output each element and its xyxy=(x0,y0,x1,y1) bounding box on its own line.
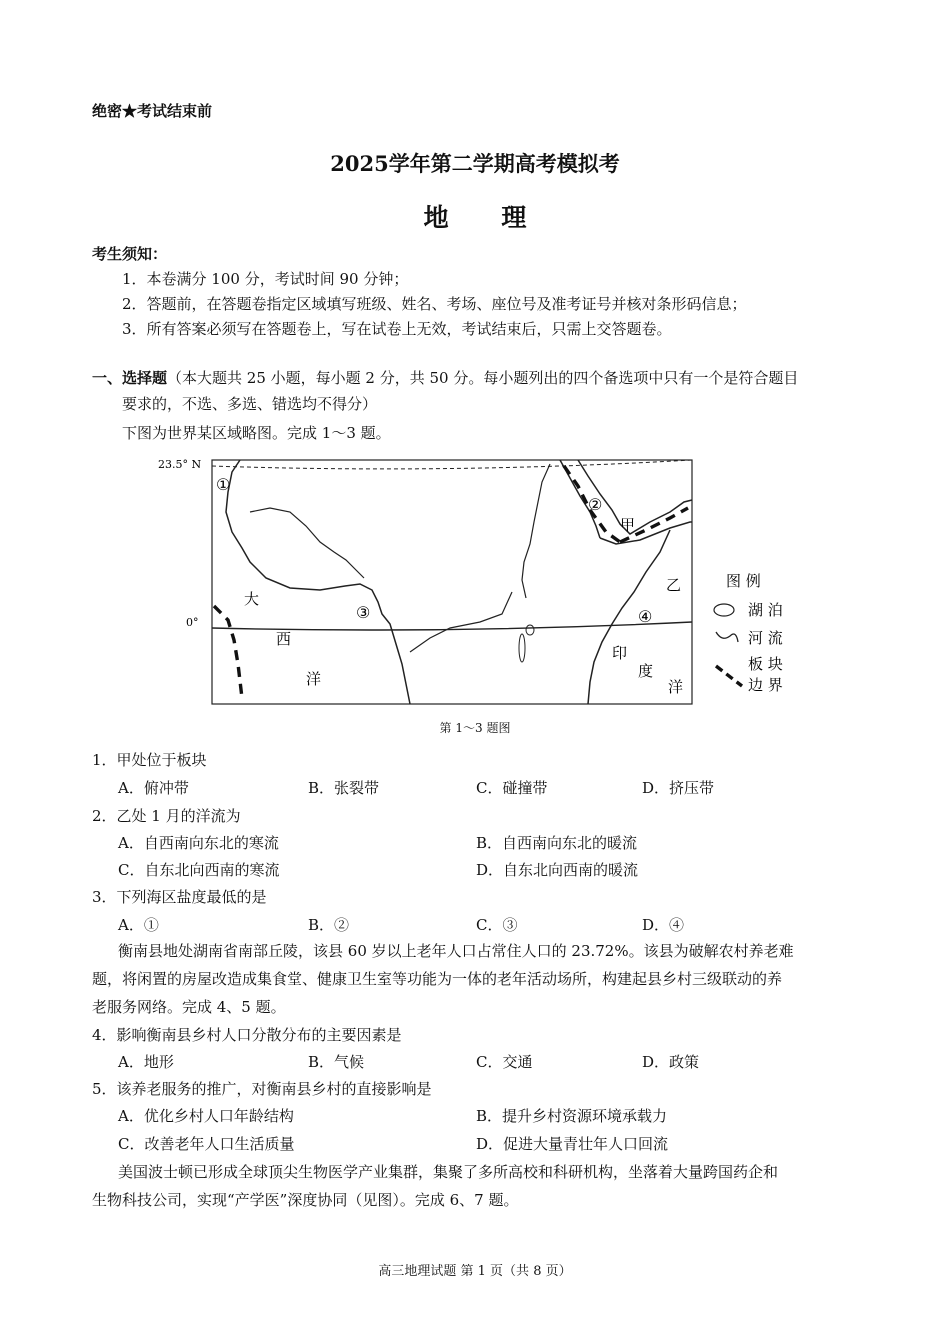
label-yang-atlantic: 洋 xyxy=(306,670,322,688)
passage3-line-1: 美国波士顿已形成全球顶尖生物医学产业集群，集聚了多所高校和科研机构，坐落着大量跨国药企和 xyxy=(118,1163,779,1181)
notice-item-1: 1．本卷满分 100 分，考试时间 90 分钟； xyxy=(122,270,409,288)
q3-option-d: D．④ xyxy=(642,916,685,934)
legend-lake: 湖 泊 xyxy=(748,601,783,619)
lat-equator-label: 0° xyxy=(186,616,199,629)
map-caption: 第 1～3 题图 xyxy=(439,721,511,735)
boundary-legend-icon xyxy=(716,666,742,686)
legend-boundary-2: 边 界 xyxy=(748,676,783,694)
plate-boundary-atlantic xyxy=(214,606,242,698)
q1-option-b: B．张裂带 xyxy=(308,779,380,797)
q2-stem: 2．乙处 1 月的洋流为 xyxy=(92,807,241,825)
legend-title: 图 例 xyxy=(726,572,761,590)
section-desc-cont: 要求的，不选、多选、错选均不得分） xyxy=(122,395,378,413)
q1-stem: 1．甲处位于板块 xyxy=(92,751,207,769)
label-du: 度 xyxy=(638,662,654,680)
lat-23-label: 23.5° N xyxy=(158,458,202,471)
q4-option-d: D．政策 xyxy=(642,1053,700,1071)
marker-3: ③ xyxy=(356,603,371,622)
east-africa-coast xyxy=(588,530,670,704)
q2-option-b: B．自西南向东北的暖流 xyxy=(476,834,638,852)
nile-river xyxy=(522,464,550,598)
q3-option-a: A．① xyxy=(118,916,159,934)
q5-stem: 5．该养老服务的推广，对衡南县乡村的直接影响是 xyxy=(92,1080,432,1098)
gulf-of-aden xyxy=(600,522,692,544)
label-xi: 西 xyxy=(276,630,292,648)
notice-heading: 考生须知： xyxy=(92,245,168,263)
tropic-line xyxy=(212,460,692,469)
q4-stem: 4．影响衡南县乡村人口分散分布的主要因素是 xyxy=(92,1026,402,1044)
passage2-line-1: 衡南县地处湖南省南部丘陵，该县 60 岁以上老年人口占常住人口的 23.72%。该县为破解农村养老难 xyxy=(118,942,794,960)
q3-option-c: C．③ xyxy=(476,916,518,934)
legend-river: 河 流 xyxy=(748,629,783,647)
section-label: 一、选择题 xyxy=(92,369,168,387)
label-da: 大 xyxy=(244,590,260,608)
lake-shape xyxy=(519,634,525,662)
q5-option-b: B．提升乡村资源环境承载力 xyxy=(476,1107,668,1125)
marker-2: ② xyxy=(588,495,603,514)
equator-line xyxy=(212,622,692,630)
q1-option-d: D．挤压带 xyxy=(642,779,715,797)
africa-west-coast xyxy=(226,460,410,704)
lake-shape xyxy=(526,625,534,635)
marker-1: ① xyxy=(216,475,231,494)
q5-option-d: D．促进大量青壮年人口回流 xyxy=(476,1135,669,1153)
passage3-line-2: 生物科技公司，实现“产学医”深度协同（见图）。完成 6、7 题。 xyxy=(92,1191,519,1209)
passage2-line-2: 题，将闲置的房屋改造成集食堂、健康卫生室等功能为一体的老年活动场所，构建起县乡村三级联动的养 xyxy=(92,970,783,988)
q3-option-b: B．② xyxy=(308,916,350,934)
legend-boundary-1: 板 块 xyxy=(748,655,783,673)
map-intro: 下图为世界某区域略图。完成 1～3 题。 xyxy=(122,424,391,442)
marker-4: ④ xyxy=(638,607,653,626)
congo-river xyxy=(410,592,512,652)
q1-option-a: A．俯冲带 xyxy=(118,779,189,797)
q1-option-c: C．碰撞带 xyxy=(476,779,548,797)
label-yi: 乙 xyxy=(666,576,682,594)
q2-option-d: D．自东北向西南的暖流 xyxy=(476,861,639,879)
river-legend-icon xyxy=(716,632,738,642)
q3-stem: 3．下列海区盐度最低的是 xyxy=(92,888,267,906)
map-frame xyxy=(212,460,692,704)
label-yin: 印 xyxy=(612,644,628,662)
niger-river xyxy=(250,508,364,578)
confidential-mark: 绝密★考试结束前 xyxy=(92,102,213,120)
q4-option-c: C．交通 xyxy=(476,1053,533,1071)
q5-option-a: A．优化乡村人口年龄结构 xyxy=(118,1107,294,1125)
q4-option-a: A．地形 xyxy=(118,1053,174,1071)
notice-item-3: 3．所有答案必须写在答题卷上，写在试卷上无效，考试结束后，只需上交答题卷。 xyxy=(122,320,672,338)
region-map xyxy=(150,452,810,712)
notice-item-2: 2．答题前，在答题卷指定区域填写班级、姓名、考场、座位号及准考证号并核对条形码信息； xyxy=(122,295,747,313)
lake-legend-icon xyxy=(714,604,734,616)
q2-option-a: A．自西南向东北的寒流 xyxy=(118,834,279,852)
label-yang-indian: 洋 xyxy=(668,678,684,696)
q4-option-b: B．气候 xyxy=(308,1053,365,1071)
subject-title: 地 理 xyxy=(423,203,549,232)
page-footer: 高三地理试题 第 1 页（共 8 页） xyxy=(378,1264,572,1279)
exam-title: 2025学年第二学期高考模拟考 xyxy=(330,151,620,176)
label-jia: 甲 xyxy=(620,516,636,534)
section-desc: （本大题共 25 小题，每小题 2 分，共 50 分。每小题列出的四个备选项中只有一个是符合题目 xyxy=(167,369,799,387)
passage2-line-3: 老服务网络。完成 4、5 题。 xyxy=(92,998,286,1016)
q5-option-c: C．改善老年人口生活质量 xyxy=(118,1135,295,1153)
q2-option-c: C．自东北向西南的寒流 xyxy=(118,861,280,879)
section-heading xyxy=(92,367,798,388)
